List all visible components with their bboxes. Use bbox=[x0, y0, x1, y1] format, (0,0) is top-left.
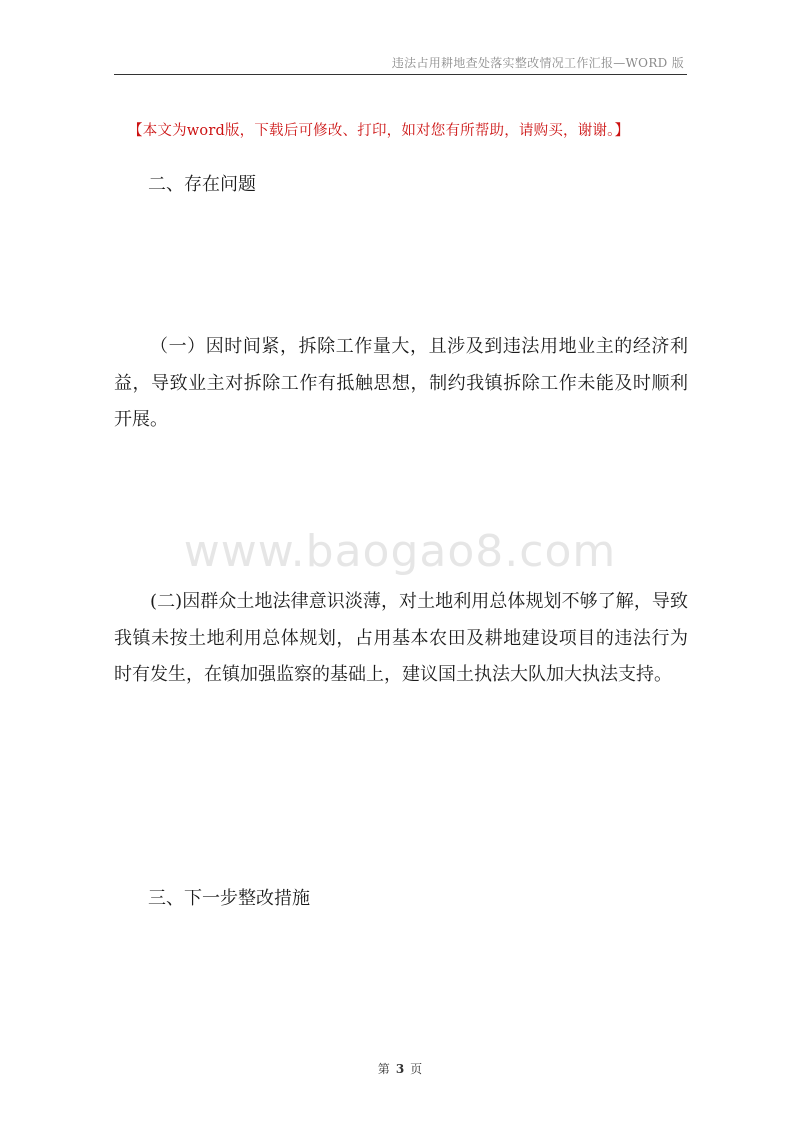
paragraph-problem-2: (二)因群众土地法律意识淡薄，对土地利用总体规划不够了解，导致我镇未按土地利用总体规划，占用基本农田及耕地建设项目的违法行为时有发生，在镇加强监察的基础上，建议国土执法大队加大执法支持。 bbox=[114, 591, 688, 685]
running-header: 违法占用耕地查处落实整改情况工作汇报—WORD 版 bbox=[391, 56, 684, 70]
page-number: 3 bbox=[395, 1062, 405, 1076]
section-heading-measures: 三、下一步整改措施 bbox=[148, 888, 310, 909]
section-heading-problems: 二、存在问题 bbox=[148, 174, 256, 195]
header-divider bbox=[114, 74, 687, 75]
paragraph-problem-1: （一）因时间紧，拆除工作量大，且涉及到违法用地业主的经济利益，导致业主对拆除工作有抵触思想，制约我镇拆除工作未能及时顺利开展。 bbox=[114, 336, 688, 430]
footer-suffix: 页 bbox=[410, 1062, 423, 1076]
footer-prefix: 第 bbox=[377, 1062, 390, 1076]
purchase-notice: 【本文为word版，下载后可修改、打印，如对您有所帮助，请购买，谢谢。】 bbox=[128, 123, 630, 139]
page-footer bbox=[0, 1060, 800, 1077]
watermark-text: www.baogao8.com bbox=[183, 526, 617, 577]
